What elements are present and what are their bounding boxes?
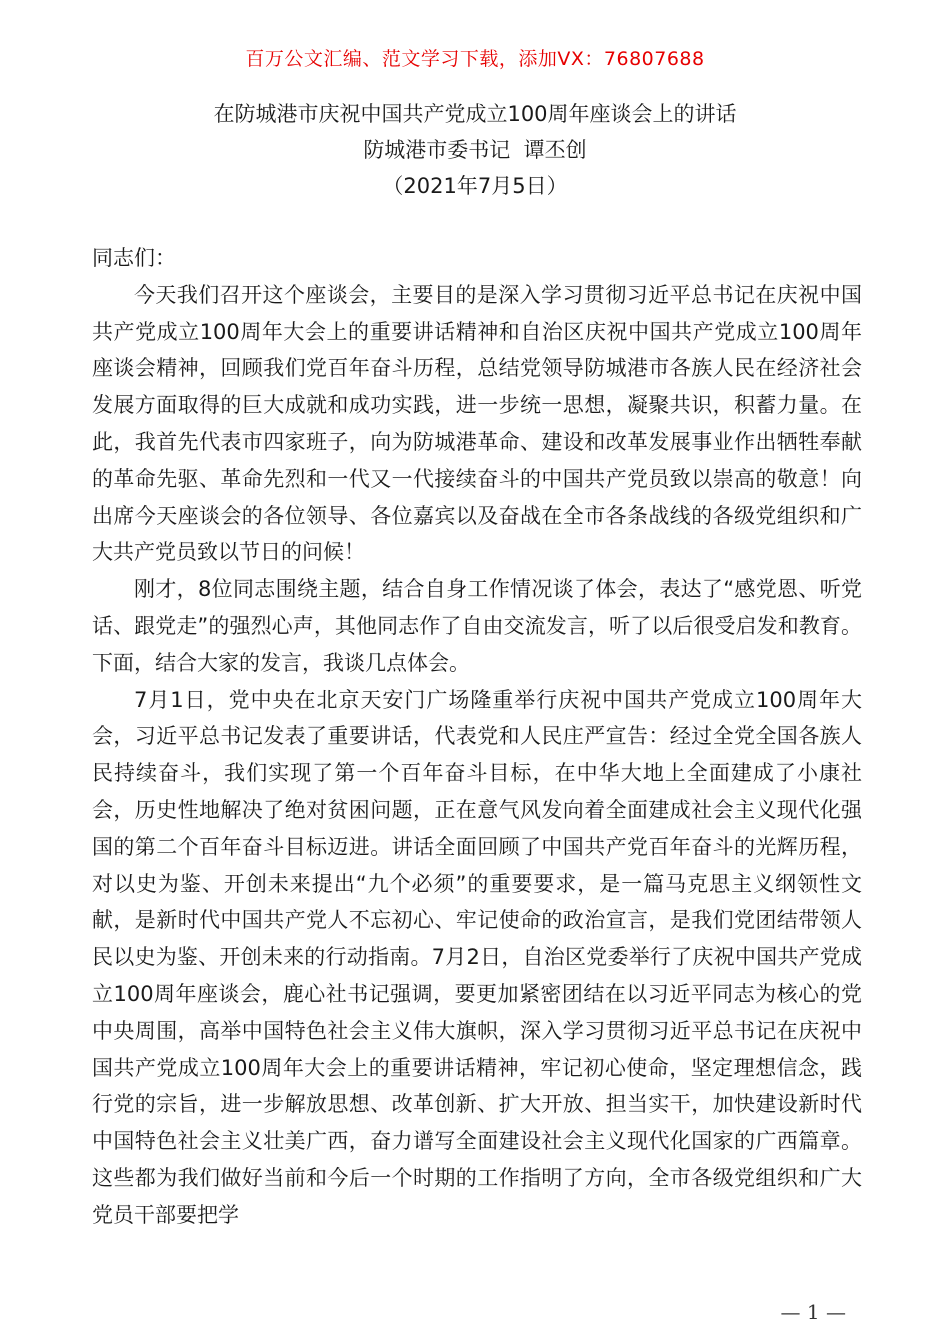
speech-body — [92, 240, 862, 1234]
paragraph-1: 今天我们召开这个座谈会，主要目的是深入学习贯彻习近平总书记在庆祝中国共产党成立100周年大会上的重要讲话精神和自治区庆祝中国共产党成立100周年座谈会精神，回顾我们党百年奋斗历程，总结党领导防城港市各族人民在经济社会发展方面取得的巨大成就和成功实践，进一步统一思想，凝聚共识，积蓄力量。在此，我首先代表市四家班子，向为防城港革命、建设和改革发展事业作出牺牲奉献的革命先驱、革命先烈和一代又一代接续奋斗的中国共产党员致以崇高的敬意！向出席今天座谈会的各位领导、各位嘉宾以及奋战在全市各条战线的各级党组织和广大共产党员致以节日的问候！ — [92, 282, 862, 565]
paragraph-3: 7月1日，党中央在北京天安门广场隆重举行庆祝中国共产党成立100周年大会，习近平总书记发表了重要讲话，代表党和人民庄严宣告：经过全党全国各族人民持续奋斗，我们实现了第一个百年奋斗目标，在中华大地上全面建成了小康社会，历史性地解决了绝对贫困问题，正在意气风发向着全面建成社会主义现代化强国的第二个百年奋斗目标迈进。讲话全面回顾了中国共产党百年奋斗的光辉历程，对以史为鉴、开创未来提出“九个必须”的重要要求，是一篇马克思主义纲领性文献，是新时代中国共产党人不忘初心、牢记使命的政治宣言，是我们党团结带领人民以史为鉴、开创未来的行动指南。7月2日，自治区党委举行了庆祝中国共产党成立100周年座谈会，鹿心社书记强调，要更加紧密团结在以习近平同志为核心的党中央周围，高举中国特色社会主义伟大旗帜，深入学习贯彻习近平总书记在庆祝中国共产党成立100周年大会上的重要讲话精神，牢记初心使命，坚定理想信念，践行党的宗旨，进一步解放思想、改革创新、扩大开放、担当实干，加快建设新时代中国特色社会主义壮美广西，奋力谱写全面建设社会主义现代化国家的广西篇章。这些都为我们做好当前和今后一个时期的工作指明了方向，全市各级党组织和广大党员干部要把学 — [92, 687, 862, 1227]
speaker-line: 防城港市委书记 谭丕创 — [363, 138, 587, 162]
paragraph-2: 刚才，8位同志围绕主题，结合自身工作情况谈了体会，表达了“感党恩、听党话、跟党走”的强烈心声，其他同志作了自由交流发言，听了以后很受启发和教育。下面，结合大家的发言，我谈几点体会。 — [92, 577, 862, 675]
page-number-text: — 1 — — [780, 1300, 846, 1324]
title-block — [0, 96, 950, 204]
watermark-banner: 百万公文汇编、范文学习下载，添加VX：76807688 — [245, 48, 705, 70]
speech-date: （2021年7月5日） — [382, 174, 568, 198]
speech-title: 在防城港市庆祝中国共产党成立100周年座谈会上的讲话 — [213, 102, 737, 126]
page-number — [0, 1300, 950, 1324]
salutation: 同志们： — [92, 246, 176, 270]
